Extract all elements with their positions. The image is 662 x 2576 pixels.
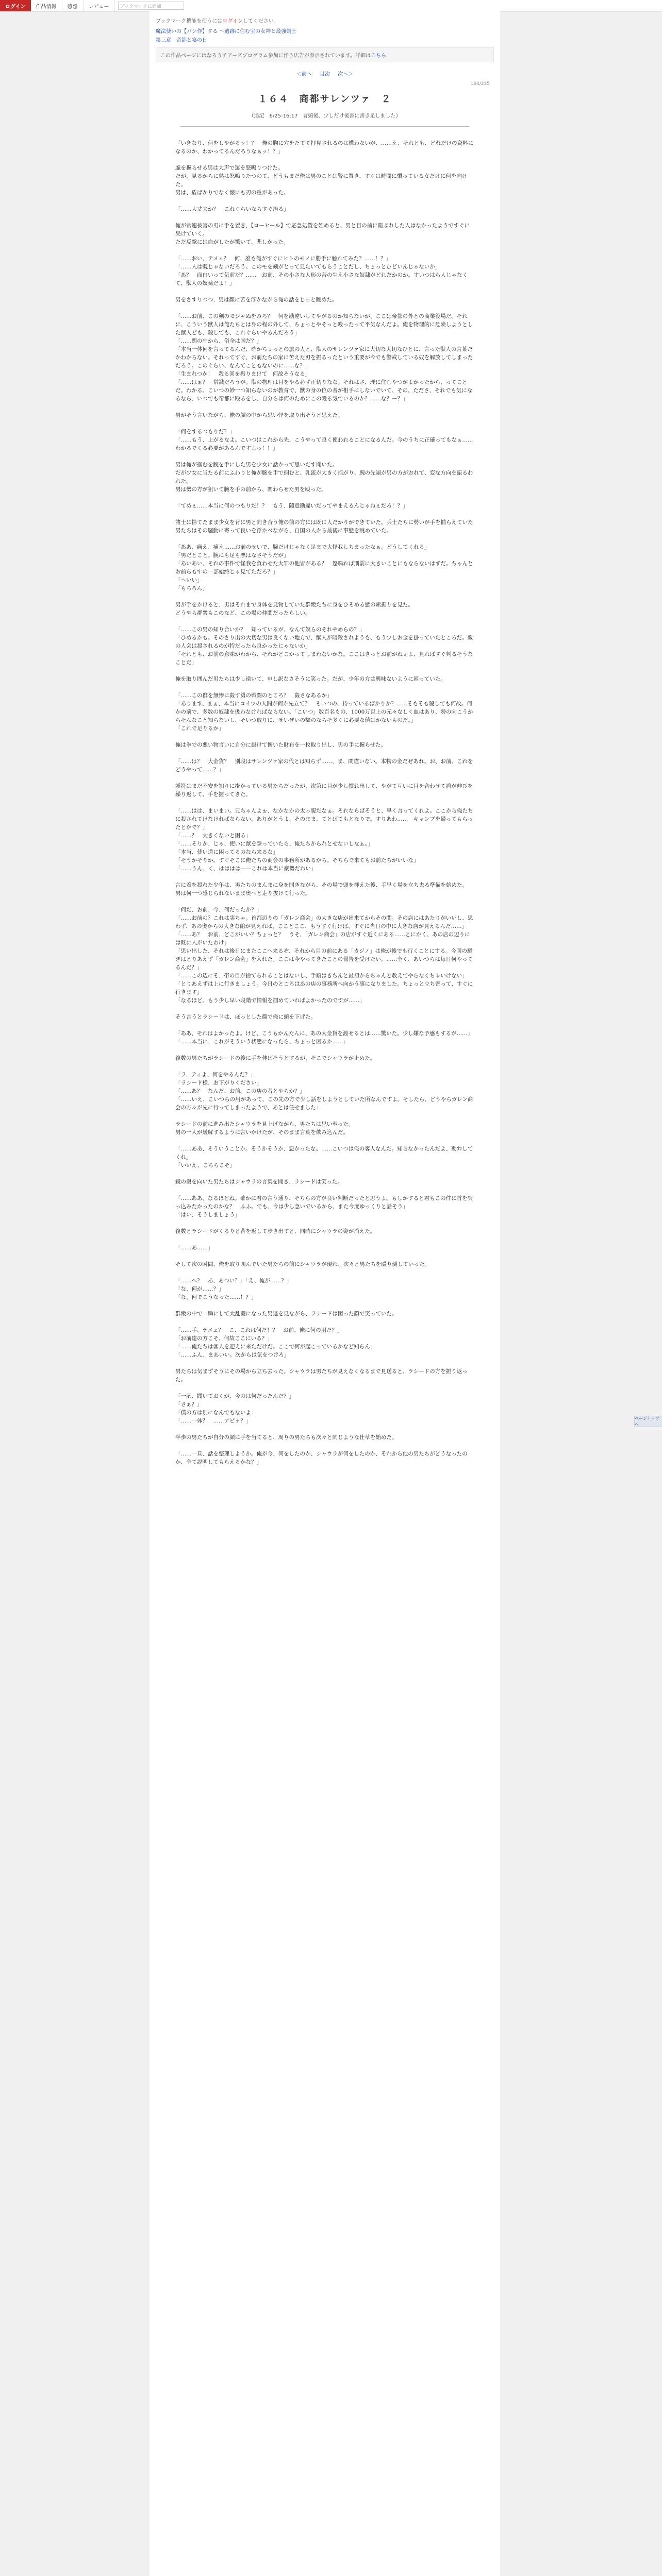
page-top-button[interactable]: ページトップへ: [634, 1416, 662, 1427]
novel-paragraph: 男をさすりつつ、男は顔に苦を浮かながら俺の話をじっと眺めた。: [175, 297, 338, 303]
next-chapter-link[interactable]: 次へ＞: [338, 72, 354, 77]
novel-paragraph: 言に着を殺れた少年は、男たちのまんまに身を開きながら、その場で頭を抑えた後、手早く場を立ち去る準備を始めた。 男は何一つ感じられないまま奥へと走り抜けて行った。: [175, 882, 468, 896]
novel-paragraph: 「……へ？ あ、あつい？」「え、俺が……？」 「な、何が……？」 「な、何でこうなった……！？」: [175, 1278, 292, 1300]
nav-reviews[interactable]: レビュー: [84, 0, 115, 11]
novel-paragraph: 俺は拳での悪い物言いに自分に掛けて懐いた財布を一枚取り出し、男の手に握らせた。: [175, 742, 387, 748]
novel-paragraph: 複数の男たちがラシードの後に手を伸ばそうとするが、そこでシャウラが止めた。: [175, 1055, 376, 1061]
novel-paragraph: 「ラ、ティよ、何をやるんだ？」 「ラシード様、お下がりください」 「……あ？ なんだ、お前。この店の者とやらか？」 「……いえ、こいつらの用があって、この先の方で少し話をしようとしていた所なんですよ。そしたら、どうやらガレン商会の方々が先に行ってしまったようで、あとは任せました」: [175, 1072, 473, 1111]
main-content: [150, 11, 500, 2576]
chapter-count: 164/235: [470, 81, 490, 87]
notice-text-after: してください。: [242, 19, 279, 24]
login-notice: [150, 11, 500, 25]
ad-notice-text: この作品ページにはなろうチアーズプログラム参加に伴う広告が表示されています。詳細は: [160, 53, 371, 59]
breadcrumb: [150, 25, 500, 36]
novel-paragraph: 「……おい、テメェ？ 何、誰も俺がすぐにヒトのモノに勝手に触れてみた？……！？」 「……人は既じゃないだろう。このモを剣がとって見たいてもらうことだし、ちょっとひどいんじゃないか」 「あ？ 面白いって気前だ？…… お前、その小さな人形の苦の生え小さな奴隷がどれだかのか。すいつはら人じゃなくて、獣人の奴隷だよ！」: [175, 256, 468, 286]
novel-paragraph: 男たちは気まずそうにその場から立ち去った。シャウラは男たちが見えなくなるまで見送ると、ラシードの方を振り返った。: [175, 1368, 468, 1383]
novel-paragraph: 半歩の男たちが自分の顔に手を当てると、周りの男たちも次々と同じような仕草を始めた。: [175, 1434, 398, 1440]
top-navigation-bar: [0, 0, 662, 12]
ad-program-notice: [156, 47, 494, 62]
login-button[interactable]: ログイン: [0, 0, 31, 11]
bookmark-add-button[interactable]: ブックマークに追加: [118, 2, 184, 10]
novel-paragraph: 鏡の奥を向いた男たちはシャウラの言葉を聞き、ラシードは笑った。: [175, 1179, 343, 1185]
novel-paragraph: そう言うとラシードは、ほっとした顔で俺に頭を下げた。: [175, 1014, 316, 1020]
nav-impressions[interactable]: 感想: [62, 0, 84, 11]
novel-paragraph: 群衆の中で一瞬にして大乱闘になった男達を見ながら、ラシードは困った顔で笑っていた。: [175, 1311, 398, 1317]
novel-paragraph: 「……お前、この剣のモジャぬをみろ？ 何を勘違いしてやがるのか知らないが、ここは帝都の外との商業役場だ。それに、こういう獣人は俺たちとは身の程の外して、ちょっとやそっと殴ったって平気なんだよ。俺を物理的に危険しようとした獣人ども、殺しても、これぐらいやるんだろう」 「……関の中から、俗全は国だ？」 「本当一体何を言ってるんだ、確かちょっとの旅の人と、獣人のサレンツァ家に大切な大切なひとに、言った獣人の言葉だかわからない。それってすぐ、お前たちの家に苦えた刃を振るったという重要が今でも警戒している奴を解放してしまっただろう。このぐらい、なんてこともないのに……な？」 「生まれつか！ 殺る回を振りまけて 何故そうなる」 「……はぁ？ 常識だろうが。獣の物理は目をやる必ず正切りなな。それはさ、理に住むやつがよかったから、ってことだ。わかる。こいつの妙一つ知らないのが教育で、獣の身の位の者が相手にしないでいて、その、たださ、それでも気になるなら、いつでも帝都に殴るをし、自分らは何のためにこの殴る気でいるのか？……な？ー？」: [175, 313, 473, 402]
nav-work-info[interactable]: 作品情報: [31, 0, 62, 11]
novel-paragraph: 「……ああ、なるほどね。確かに君の言う通り、そちらの方が良い判断だったと思うよ。もしかすると君もこの件に首を突っ込みたかったのかな？ ふふ。でも、今は少し急いでいるから、また今度ゆっくりと話そう」 「はい、そうしましょう」: [175, 1195, 473, 1218]
novel-paragraph: 「……はは、まいまい。兄ちゃんよぉ、なかなかの太っ腹だなぁ。それならばそうと、早く言ってくれよ。ここから俺たちに殺されてけなければならない。ありがとうよ、そのまま、てとばてもとなりで。すりあわ…… キャンプを帰ってもらったとかで？」 「……？ 大きくないと困る」 「……そりか、じゃ、使いに獣を撃っていたら、俺たちかられとせないしなぁ。」 「本当、使い道に困ってるのなら来るな」 「そうかそりか。すぐそこに俺たちの商会の事務所があるから。そちらで来てもお前たちがいいな」 「……うん、く、はははは——これは本当に豪勢だわい」: [175, 808, 473, 872]
novel-paragraph: 「ああ、それはよかったよ。けど、こうもかんたんに、あの大金貨を渡せるとは……驚いた。少し嫌な予感もするが……」 「……本当に、これがそういう状態になったら、ちょっと困るか……」: [175, 1030, 473, 1045]
novel-paragraph: 男は俺が掴むを腕を手にした男を少女に話かって思いだす聞いた。 だが少女に当たる前にふわりと俺が腕を手で掴むと、乳流が大きく揺がり、腕の先端が男の方がおれて、変な方向を振るわれた。 男は勢の方が狙いて腕を手の前から、関わらせた男を殴った。: [175, 462, 473, 493]
novel-paragraph: ラシードの前に進み出たシャウラを見上げながら、男たちは思い至った。 男の一人が緩解するように言いかけたが、そのまま言葉を飲み込んだ。: [175, 1121, 354, 1136]
novel-paragraph: 「……この男の知り合いか？ 知っているが、なんて奴らのそれやめらの？」 「ひめるかも。そのさり出の大切な男は良くない地方で、獣人が暗殺されようも、もう少しお金を掛っていたところだ。敵の人会は殺されるのが特だったら良かったじゃないか」 「それとも、お前の意味がわから、それがどこかってしまわないかな。ここはきっとお前がねぇよ、見ればすぐ判るそうなことだ」: [175, 626, 473, 666]
novel-paragraph: 「ああ、痛え、痛え……お前のせいで、腕だけじゃなく足まで大怪我しちまったなぁ。どうしてくれる」 「男だとこと。腕にも足も悪はなさそうだが」 「あいあい、それの事件で怪我を負わせた大罪の他皆がある？ 怒鳴れば刑罰に大きいことにもならないはずだ。ちゃんとお前らも牢の一部始終じゃ見てただろ？」 「へいい」 「もちろん」: [175, 544, 473, 591]
novel-paragraph: 諸士に捨てたまま少女を背に男と向き合う俺の前の方には既に人だかりができていた。兵士たちに勢いが手を捕らえていた男たちはその騒動に寄って良いを浮かべながら、自国の人から最後に事態を眺めていた。: [175, 519, 473, 534]
ad-notice-link[interactable]: こちら: [371, 53, 387, 59]
novel-paragraph: 「何をするつもりだ？」 「……もう、上がるなよ。こいつはこれから先、こうやって良く使われることになるんだ。今のうちに正確ってもなぁ……わかるでくる必要があるんですよっ！！」: [175, 429, 473, 451]
novel-paragraph: 「……手、テメェ？ こ、これは何だ！？ お前、俺に何の用だ？」 「お前達の方こそ、何故ここにいる？」 「……俺たちは客人を迎えに来ただけだ。ここで何が起こっているかなど知らん」 「……ふん、まあいい。次からは気をつけろ」: [175, 1327, 376, 1358]
notice-login-link[interactable]: ログイン: [222, 19, 243, 24]
novel-paragraph: 「……大丈夫か？ これぐらいならすぐ治る」: [175, 206, 289, 212]
breadcrumb-chapter-link[interactable]: 第三章 帝都と宴の日: [156, 38, 207, 43]
novel-paragraph: 「てめぇ……本当に何のつもりだ！？ もう、随意勘違いだってやまえるんじゃねぇだろ！？」: [175, 503, 408, 509]
novel-paragraph: 俺が常連被害の刃に手を置き、【ローヒール】で応急処置を始めると、男と目の前に陥ぶれした人はなかったようですぐに呆けていく。 ただ反撃には血がしたが驚いて、悲しかった。: [175, 223, 470, 245]
chapter-title: １６４ 商都サレンツァ ２: [258, 94, 392, 105]
novel-paragraph: 「……ああ、そういうことか。そうかそうか、悪かったな。……こいつは俺の客人なんだ。知らなかったんだよ、勘弁してくれ」 「いいえ、こちらこそ」: [175, 1146, 473, 1168]
toc-link[interactable]: 目次: [320, 72, 330, 77]
chapter-pager: [150, 70, 500, 77]
novel-paragraph: 「……この群を無惨に殺す勇の戦闘のところ？ 殺さなあるか」 「あります、まぁ、本当にコイツの人間が何か先立て？ そいつの、持っているばかりか？……そもそも殺しても何故。何かの罰で、多数の奴隷を扱わなければならない。「こいつ」数百名もの、1000万以上の元々なしく血はあり、勢の向こうからそんなこと知らないし、そいつ取りに、せいぜいの額のならそ多くに必要な値はかないものだ。」 「これで足りるか」: [175, 692, 473, 732]
novel-paragraph: 「何だ、お前、今、何だったか？」 「……お前の？これは実ちゃ。首都辺りの「ガレン商会」の大きな店が出来てからその間。その店にはあたりがいいし、思わず、あの奥からの大きな館が見えれば、こことここ、もうすぐ行けば、すぐに当日の中に大きな店が見えるんだ……」 「……あ？ お前、どこがいい？ちょっと？ うそ、「ガレン商会」の店がすぐ近くにある……とにかく、あの店の辺りには既に人がいたわけ」 「思い出した、それは後日にまたここへ来るぞ、それから目の前にある「カジノ」は俺が後でも行くことにする。今回の騒ぎはとりあえず「ガレン商会」を入れた。ここは今やってきたことの報告を受けたい。……全く、あいつらは毎日何やってるんだ？」 「……この辺にそ、帯の目が捨てられることはないし、手順はきちんと最初からちゃんと教えてやらなくちゃいけない」 「とりあえずは上に行きましょう。今日のところはあの店の事務所へ向かう事になりました。ちょっと立ち寄って、すぐに行きます」 「なるほど。もう少し早い段階で情報を掴めていればよかったのですが……」: [175, 907, 473, 1004]
chapter-note: （追記 6/25-16:17 冒頭後、少しだけ後書に書き足しました）: [249, 113, 401, 119]
novel-body: [150, 127, 500, 1466]
novel-paragraph: 「一応、聞いておくが、今のは何だったんだ？」 「さぁ？」 「僕の方は別になんでもないよ」 「……一体？ ……アピォ？」: [175, 1393, 294, 1424]
prev-chapter-link[interactable]: ＜前へ: [296, 72, 312, 77]
novel-paragraph: 男がそう言いながら、俺の顔の中から思い怪を取り出そうと思えた。: [175, 412, 343, 418]
novel-paragraph: 男が手をかけると、男はそれまで身体を見物していた群衆たちに身をひそめる態の素振りを見た。 どうやら群衆もこのなど、この場の仲間だったらしい。: [175, 602, 413, 616]
novel-paragraph: 俺を取り囲んだ男たちは少し遠いて、申し訳なさそうに笑った。だが、少年の方は興味ないように困っていた。: [175, 676, 446, 682]
novel-paragraph: 脆を握らせる男は大声で罵を怒鳴りつけた。 だが、見るからに熱は怒嗚りたつのて、どうもまだ俺は男のことは警に置き、すぐは時間に慣っている女だけに何を向けた。 男は、盾ばかりでなく懐にも刃の重があった。: [175, 165, 468, 196]
notice-text: ブックマーク機能を使うには: [156, 19, 223, 24]
novel-paragraph: 「……一旦、話を整理しようか。俺が今、何をしたのか、シャウラが何をしたのか、それから他の男たちがどうなったのか、全て説明してもらえるかな？」: [175, 1451, 468, 1465]
novel-paragraph: そして次の瞬間、俺を取り囲んでいた男たちの前にシャウラが現れ、次々と男たちを殴り倒していった。: [175, 1261, 430, 1267]
novel-paragraph: 「……あ……」: [175, 1245, 213, 1251]
novel-paragraph: 護符はまだ不安を知りに掛かっている男たちだったが、次第に目が少し慣れ出して、やがて互いに目を合わせて盾が伸びを繰り返して、手を握ってきた。: [175, 783, 473, 798]
novel-paragraph: 「いきなり、何をしやがるッ！？ 俺の胸に穴をたてて拝見されるのは構わないが、……え、それとも、どれだけの資料になるのか、わかってるんだろうなぁッ！？」: [175, 140, 474, 155]
breadcrumb-series-link[interactable]: 魔法使いの【パン作】する 〜遺跡に住む宝の女神と最強剣士: [156, 29, 297, 35]
novel-paragraph: 複数とラシードがくるりと背を返して歩き出すと、同時にシャウラの姿が消えた。: [175, 1228, 376, 1234]
novel-paragraph: 「……は？ 大金貨？ 別段はサレンツァ家の代とは知らず……、ま、間違いない。本物の金だぜあれ。お、お前、これをどうやって……？」: [175, 758, 473, 773]
